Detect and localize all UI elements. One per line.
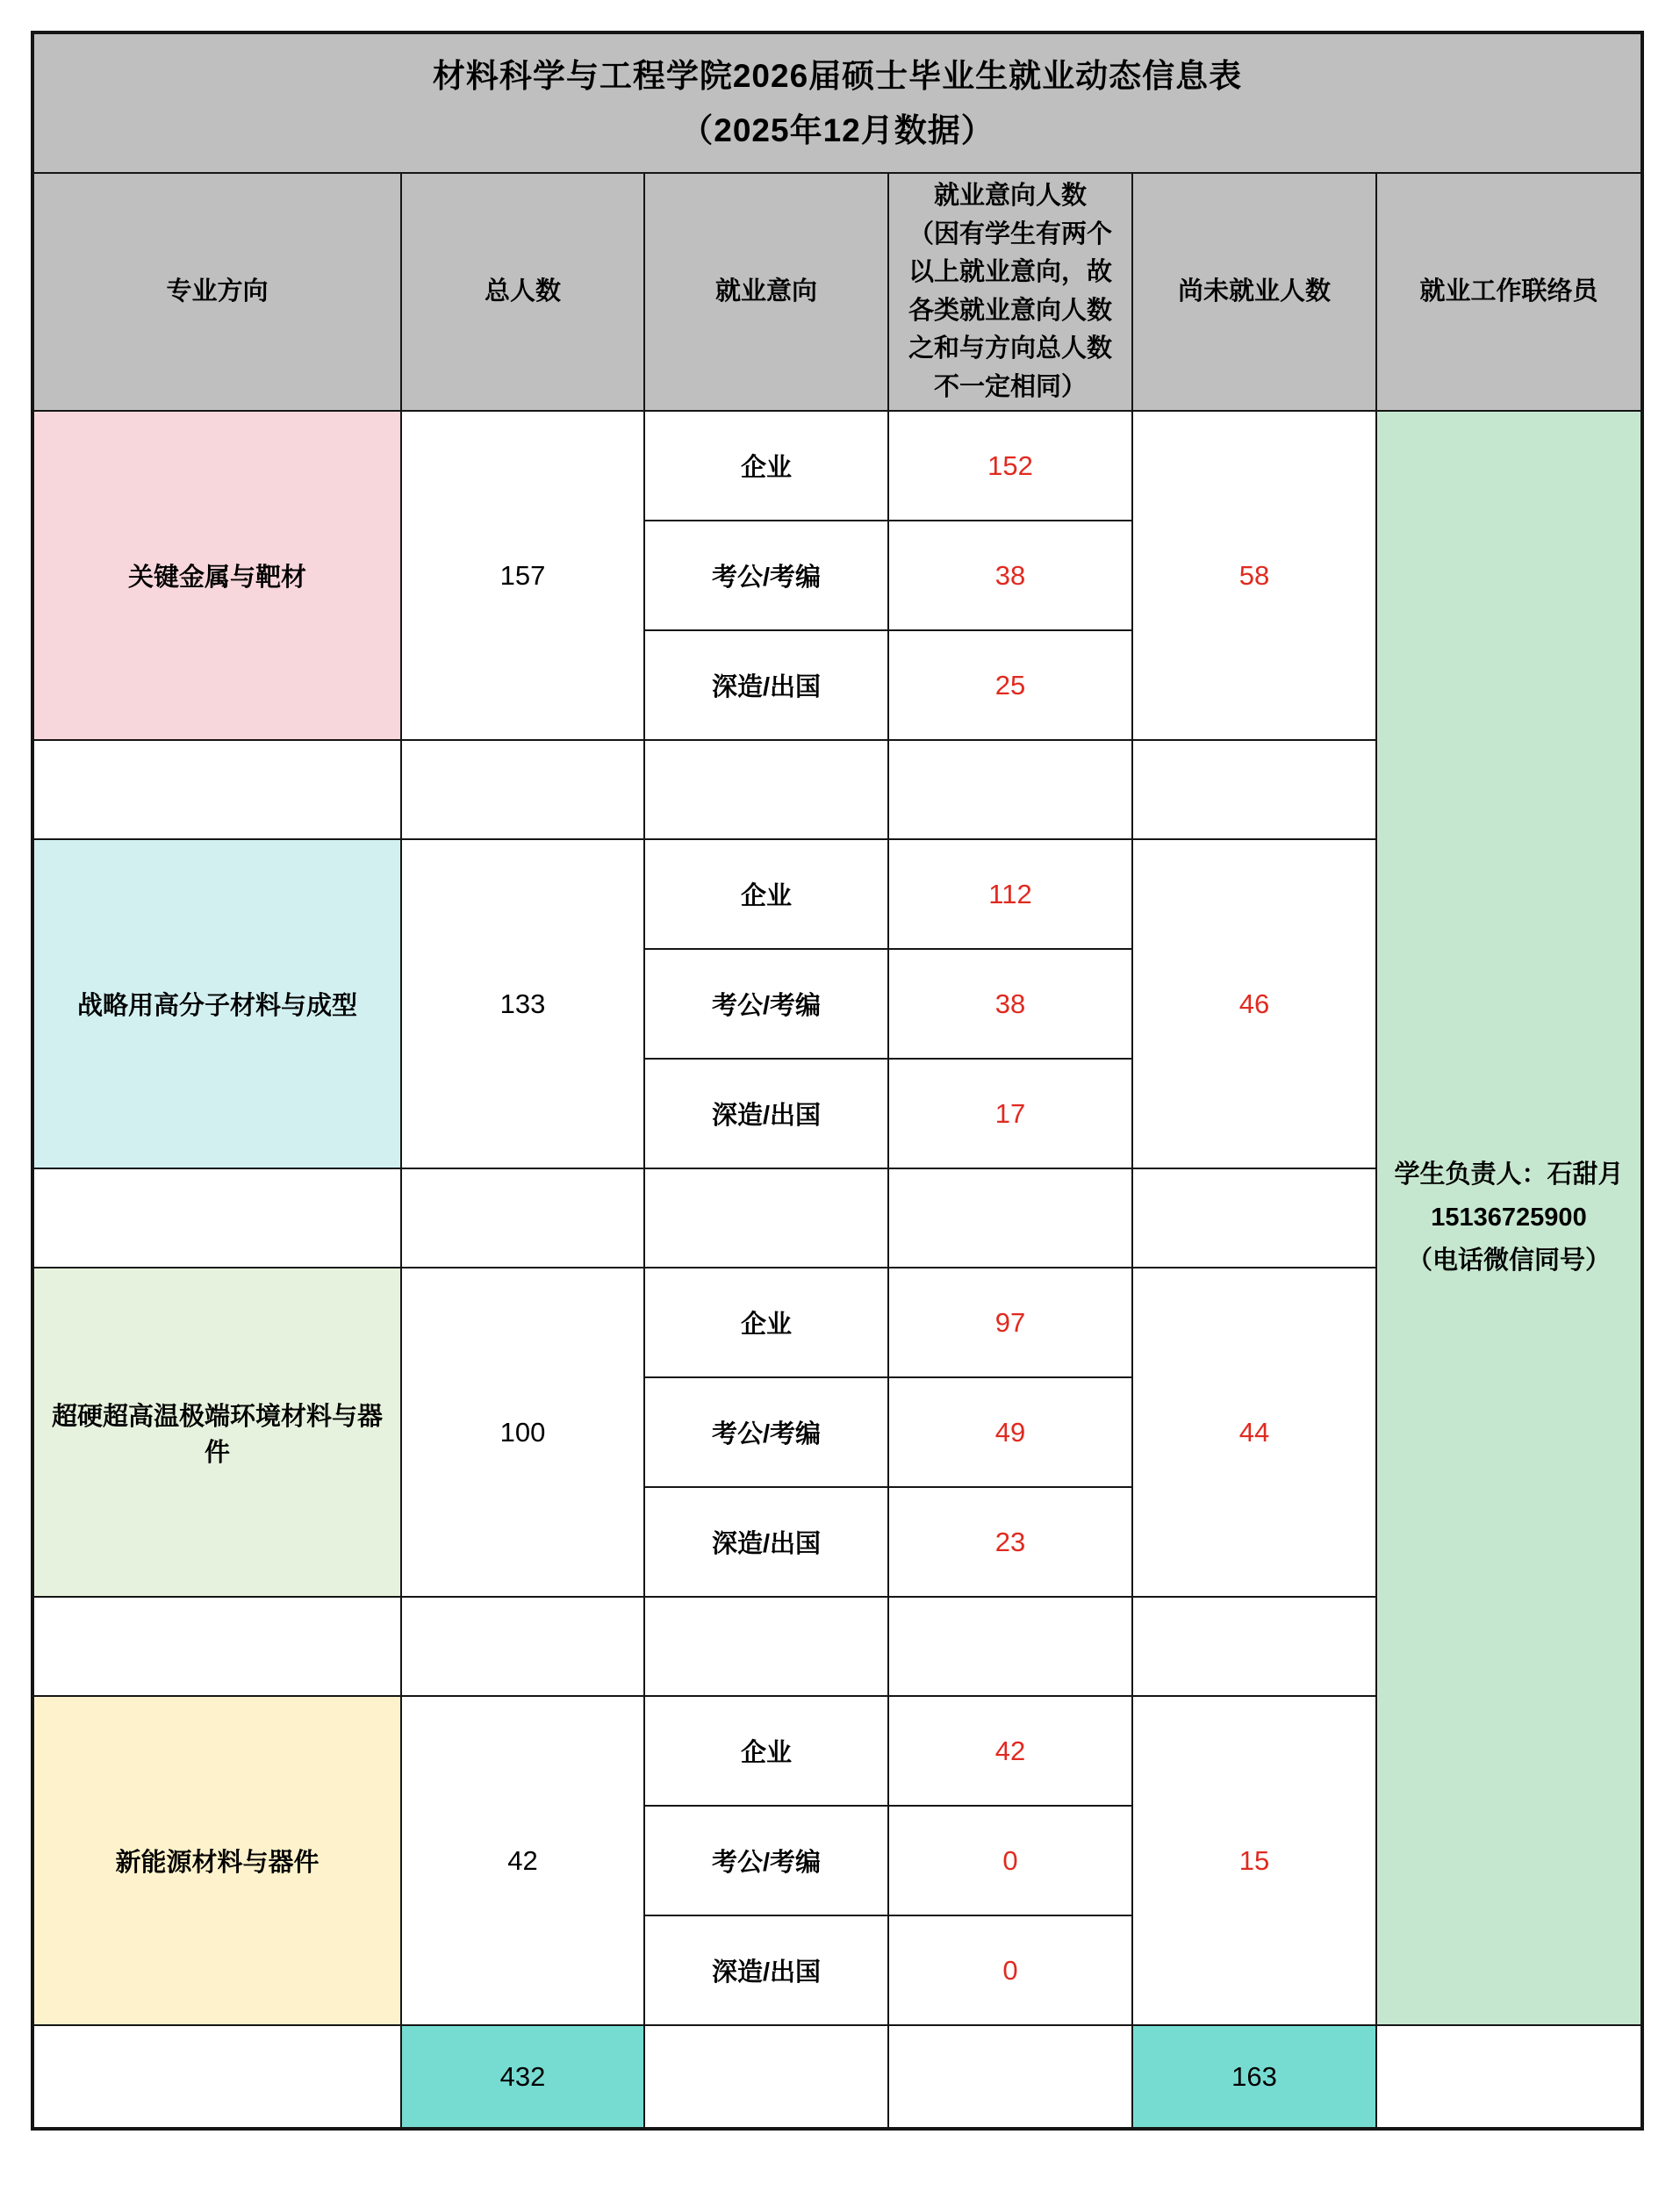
- header-intent-count-note: （因有学生有两个以上就业意向，故各类就业意向人数之和与方向总人数不一定相同）: [908, 219, 1112, 401]
- header-total: 总人数: [401, 173, 644, 411]
- unemployed-cell-1: 58: [1132, 411, 1376, 740]
- intent-count-cell-2-3: 17: [888, 1059, 1132, 1168]
- empty-cell: [32, 2025, 401, 2129]
- unemployed-cell-2: 46: [1132, 839, 1376, 1168]
- intent-count-cell-1-2: 38: [888, 521, 1132, 630]
- intent-count-cell-3-1: 97: [888, 1268, 1132, 1377]
- empty-cell: [644, 1168, 888, 1268]
- liaison-name: 学生负责人：石甜月: [1394, 1160, 1624, 1189]
- empty-cell: [888, 2025, 1132, 2129]
- intent-cell-2-3: 深造/出国: [644, 1059, 888, 1168]
- table-title-line2: （2025年12月数据）: [680, 111, 994, 148]
- liaison-note: （电话微信同号）: [1406, 1247, 1611, 1276]
- intent-cell-3-2: 考公/考编: [644, 1377, 888, 1487]
- grand-unemployed-cell: 163: [1132, 2025, 1376, 2129]
- major-cell-3: 超硬超高温极端环境材料与器件: [32, 1268, 401, 1597]
- empty-cell: [644, 2025, 888, 2129]
- liaison-cell: [1376, 411, 1642, 2025]
- intent-cell-2-1: 企业: [644, 839, 888, 949]
- header-liaison: 就业工作联络员: [1376, 173, 1642, 411]
- intent-count-cell-4-1: 42: [888, 1696, 1132, 1806]
- intent-cell-1-2: 考公/考编: [644, 521, 888, 630]
- intent-cell-1-3: 深造/出国: [644, 630, 888, 740]
- intent-count-cell-4-3: 0: [888, 1915, 1132, 2025]
- major-cell-4: 新能源材料与器件: [32, 1696, 401, 2025]
- empty-cell: [32, 1597, 401, 1696]
- table-title: [32, 32, 1642, 173]
- empty-cell: [1132, 1168, 1376, 1268]
- total-cell-1: 157: [401, 411, 644, 740]
- intent-count-cell-3-2: 49: [888, 1377, 1132, 1487]
- empty-cell: [888, 740, 1132, 839]
- total-cell-4: 42: [401, 1696, 644, 2025]
- empty-cell: [644, 1597, 888, 1696]
- header-major: 专业方向: [32, 173, 401, 411]
- table-title-line1: 材料科学与工程学院2026届硕士毕业生就业动态信息表: [432, 58, 1243, 95]
- header-intent-count-title: 就业意向人数: [933, 182, 1087, 210]
- empty-cell: [401, 1597, 644, 1696]
- intent-cell-3-1: 企业: [644, 1268, 888, 1377]
- intent-count-cell-4-2: 0: [888, 1806, 1132, 1915]
- empty-cell: [1376, 2025, 1642, 2129]
- empty-cell: [888, 1168, 1132, 1268]
- empty-cell: [888, 1597, 1132, 1696]
- header-intent-count: [888, 173, 1132, 411]
- intent-count-cell-1-3: 25: [888, 630, 1132, 740]
- empty-cell: [644, 740, 888, 839]
- intent-cell-2-2: 考公/考编: [644, 949, 888, 1059]
- unemployed-cell-4: 15: [1132, 1696, 1376, 2025]
- empty-cell: [401, 740, 644, 839]
- major-cell-1: 关键金属与靶材: [32, 411, 401, 740]
- intent-cell-4-3: 深造/出国: [644, 1915, 888, 2025]
- major-cell-2: 战略用高分子材料与成型: [32, 839, 401, 1168]
- total-cell-3: 100: [401, 1268, 644, 1597]
- intent-count-cell-1-1: 152: [888, 411, 1132, 521]
- intent-cell-1-1: 企业: [644, 411, 888, 521]
- intent-count-cell-2-2: 38: [888, 949, 1132, 1059]
- intent-count-cell-2-1: 112: [888, 839, 1132, 949]
- grand-total-cell: 432: [401, 2025, 644, 2129]
- intent-cell-4-2: 考公/考编: [644, 1806, 888, 1915]
- intent-cell-3-3: 深造/出国: [644, 1487, 888, 1597]
- empty-cell: [1132, 740, 1376, 839]
- empty-cell: [1132, 1597, 1376, 1696]
- intent-count-cell-3-3: 23: [888, 1487, 1132, 1597]
- header-unemployed: 尚未就业人数: [1132, 173, 1376, 411]
- total-cell-2: 133: [401, 839, 644, 1168]
- intent-cell-4-1: 企业: [644, 1696, 888, 1806]
- header-intent: 就业意向: [644, 173, 888, 411]
- unemployed-cell-3: 44: [1132, 1268, 1376, 1597]
- empty-cell: [32, 740, 401, 839]
- empty-cell: [401, 1168, 644, 1268]
- empty-cell: [32, 1168, 401, 1268]
- employment-info-table: [31, 31, 1644, 2131]
- liaison-phone: 15136725900: [1431, 1203, 1587, 1232]
